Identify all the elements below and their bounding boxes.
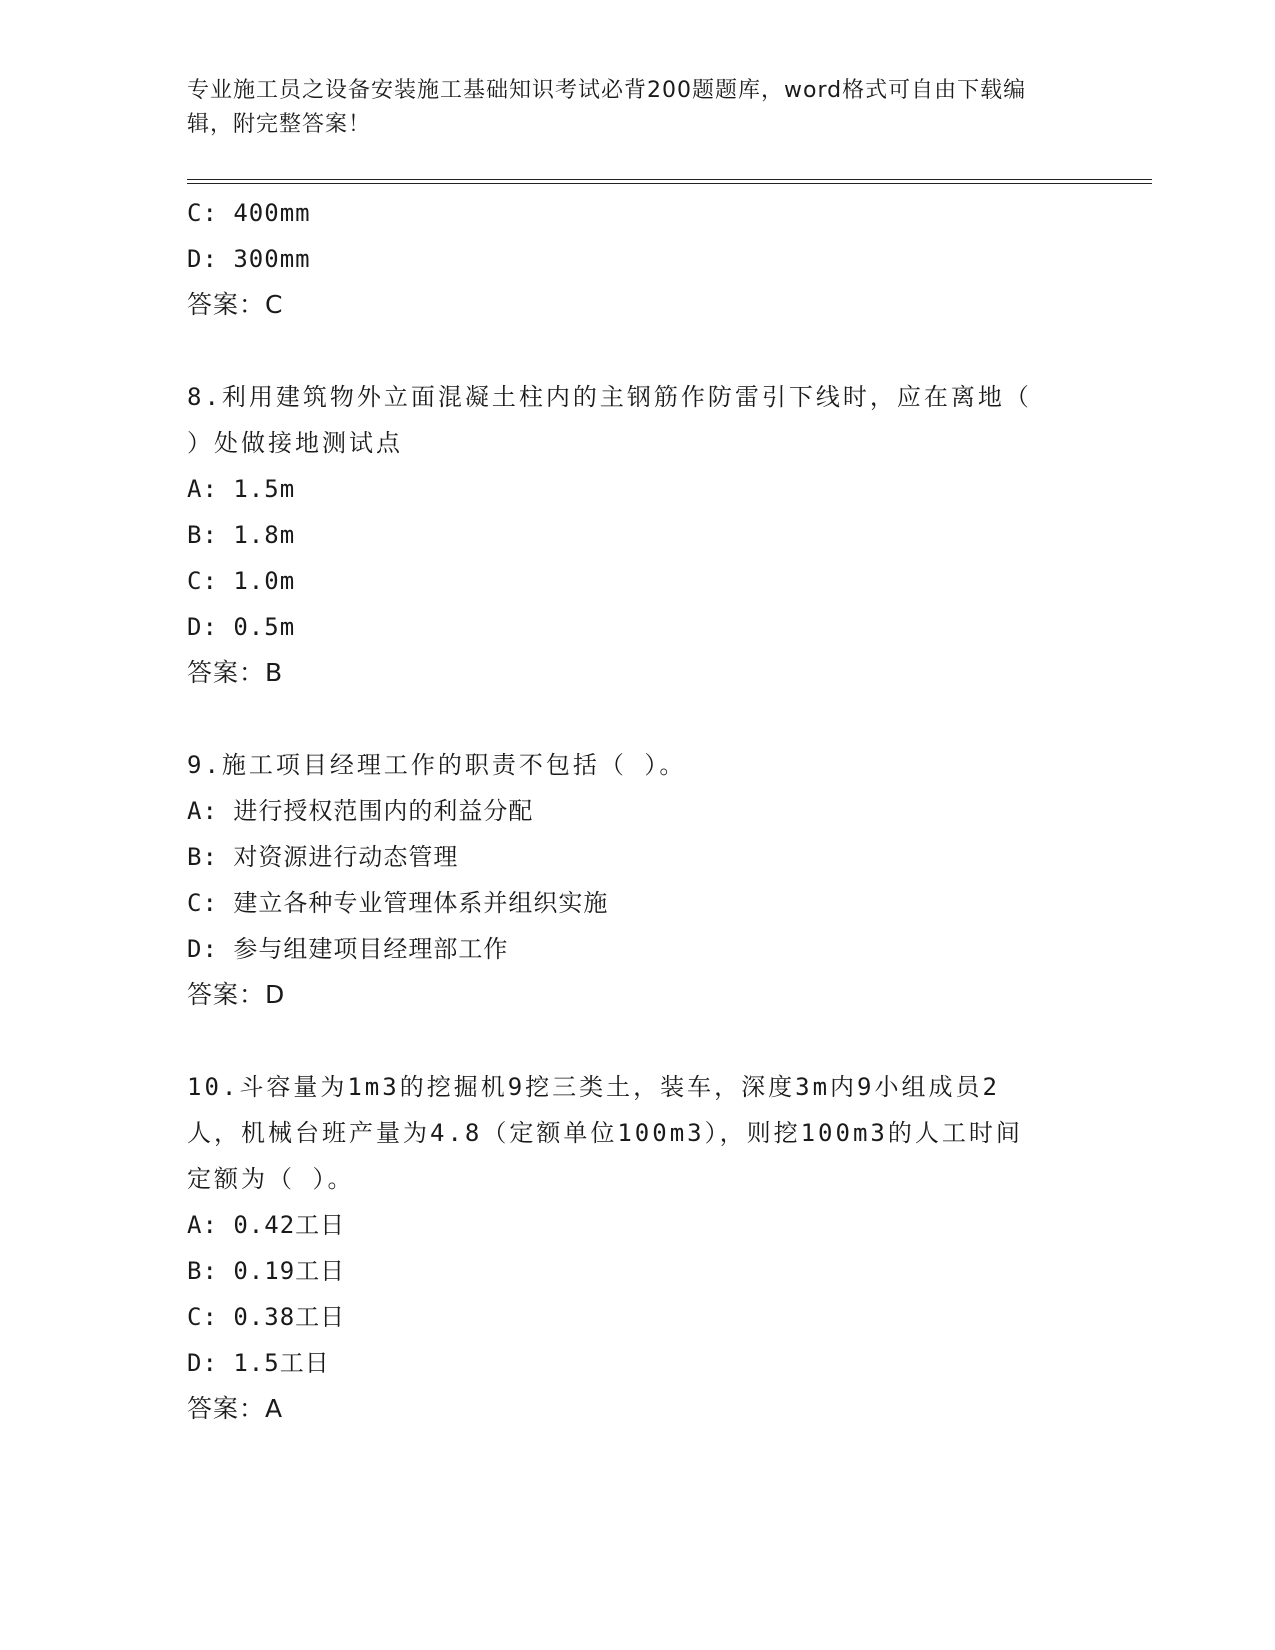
option-a: A: 进行授权范围内的利益分配	[187, 797, 534, 825]
option-d: D: 0.5m	[187, 613, 296, 641]
question-block	[187, 1064, 1087, 1432]
question-stem: 9.施工项目经理工作的职责不包括（ ）。	[187, 751, 687, 779]
option-b: B: 对资源进行动态管理	[187, 843, 459, 871]
question-block	[187, 190, 1087, 328]
question-stem: 10.斗容量为1m3的挖掘机9挖三类土，装车，深度3m内9小组成员2人，机械台班产量为4.8（定额单位100m3），则挖100m3的人工时间定额为（ ）。	[187, 1073, 1023, 1193]
option-c: C: 1.0m	[187, 567, 296, 595]
spacer	[187, 696, 1087, 742]
option-a: A: 1.5m	[187, 475, 296, 503]
option-c: C: 0.38工日	[187, 1303, 346, 1331]
option-d: D: 参与组建项目经理部工作	[187, 935, 509, 963]
header-divider-bottom	[187, 183, 1152, 184]
option-c: C: 400mm	[187, 199, 311, 227]
answer-line: 答案：A	[187, 1394, 284, 1423]
answer-line: 答案：C	[187, 290, 284, 319]
spacer	[187, 328, 1087, 374]
option-c: C: 建立各种专业管理体系并组织实施	[187, 889, 609, 917]
header-divider-top	[187, 179, 1152, 180]
answer-line: 答案：B	[187, 658, 284, 687]
option-b: B: 1.8m	[187, 521, 296, 549]
question-stem: 8.利用建筑物外立面混凝土柱内的主钢筋作防雷引下线时，应在离地（ ）处做接地测试点	[187, 383, 1032, 457]
spacer	[187, 1018, 1087, 1064]
question-block	[187, 742, 1087, 1018]
option-d: D: 300mm	[187, 245, 311, 273]
question-block	[187, 374, 1087, 696]
option-b: B: 0.19工日	[187, 1257, 346, 1285]
answer-line: 答案：D	[187, 980, 286, 1009]
option-a: A: 0.42工日	[187, 1211, 346, 1239]
document-title: 专业施工员之设备安装施工基础知识考试必背200题题库，word格式可自由下载编辑，附完整答案！	[187, 78, 1027, 137]
option-d: D: 1.5工日	[187, 1349, 330, 1377]
question-list	[187, 190, 1087, 1432]
